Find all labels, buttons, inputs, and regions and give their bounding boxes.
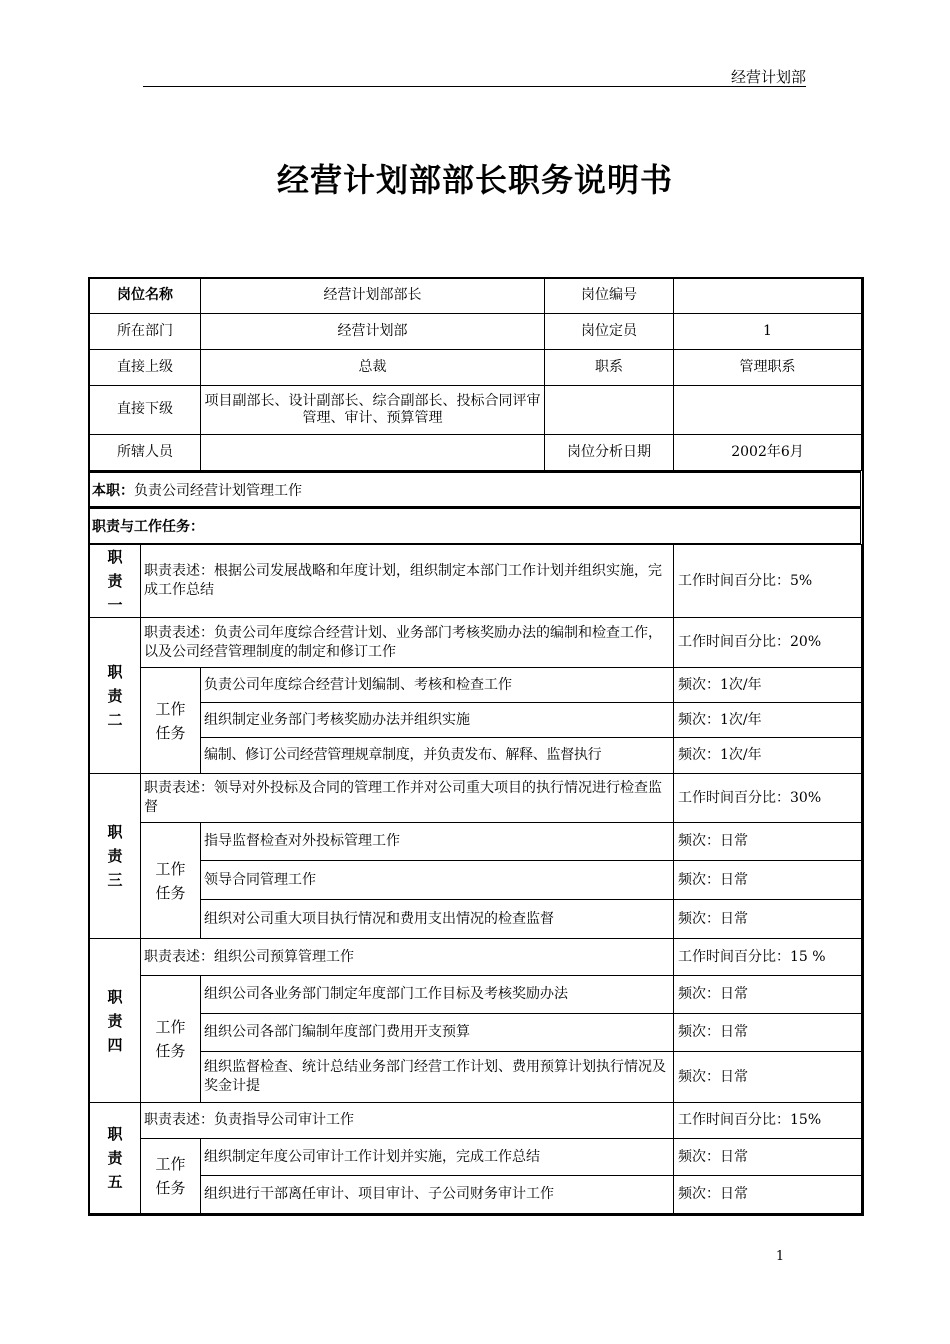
task-frequency: 频次：日常 (674, 1052, 862, 1103)
task-frequency: 频次：日常 (674, 1139, 862, 1176)
task-frequency: 频次：日常 (674, 1014, 862, 1052)
task-frequency: 频次：1次/年 (674, 668, 862, 703)
duty-row (90, 939, 862, 976)
duty-description: 职责表述：负责公司年度综合经营计划、业务部门考核奖励办法的编制和检查工作，以及公司经营管理制度的制定和修订工作 (141, 618, 674, 668)
duty-title: 职 责 一 (90, 545, 141, 618)
duty-title: 职 责 三 (90, 774, 141, 939)
analysis-date-label: 岗位分析日期 (545, 435, 674, 471)
task-row (90, 668, 862, 703)
task-row (90, 823, 862, 861)
task-row (90, 900, 862, 939)
duty-description: 职责表述：组织公司预算管理工作 (141, 939, 674, 976)
task-text: 组织进行干部离任审计、项目审计、子公司财务审计工作 (201, 1176, 674, 1214)
task-text: 组织公司各部门编制年度部门费用开支预算 (201, 1014, 674, 1052)
task-row (90, 1052, 862, 1103)
task-row (90, 738, 862, 774)
task-frequency: 频次：日常 (674, 1176, 862, 1214)
core-duty-label: 本职： (92, 482, 134, 499)
task-text: 指导监督检查对外投标管理工作 (201, 823, 674, 861)
analysis-date-value: 2002年6月 (674, 435, 862, 471)
staff-label: 所辖人员 (90, 435, 201, 471)
job-family-value: 管理职系 (674, 350, 862, 386)
task-text: 负责公司年度综合经营计划编制、考核和检查工作 (201, 668, 674, 703)
position-name-label: 岗位名称 (90, 279, 201, 314)
task-text: 编制、修订公司经营管理规章制度，并负责发布、解释、监督执行 (201, 738, 674, 774)
task-row (90, 976, 862, 1014)
task-row (90, 1176, 862, 1214)
task-text: 组织制定年度公司审计工作计划并实施，完成工作总结 (201, 1139, 674, 1176)
superior-value: 总裁 (201, 350, 545, 386)
duty-time-percent: 工作时间百分比：15% (674, 1103, 862, 1139)
duty-title: 职 责 五 (90, 1103, 141, 1214)
staff-value (201, 435, 545, 471)
task-label: 工作 任务 (141, 1139, 201, 1214)
task-row (90, 1014, 862, 1052)
superior-label: 直接上级 (90, 350, 201, 386)
info-table (89, 278, 862, 471)
duty-time-percent: 工作时间百分比：30% (674, 774, 862, 823)
department-value: 经营计划部 (201, 314, 545, 350)
position-no-value (674, 279, 862, 314)
core-duty-row (89, 471, 861, 507)
duty-title: 职 责 四 (90, 939, 141, 1103)
subordinates-blank-1 (545, 386, 674, 435)
header-department: 经营计划部 (730, 68, 806, 86)
task-frequency: 频次：日常 (674, 976, 862, 1014)
task-frequency: 频次：1次/年 (674, 703, 862, 738)
task-row (90, 703, 862, 738)
position-name-value: 经营计划部部长 (201, 279, 545, 314)
task-label: 工作 任务 (141, 823, 201, 939)
duty-description: 职责表述：负责指导公司审计工作 (141, 1103, 674, 1139)
headcount-value: 1 (674, 314, 862, 350)
subordinates-label: 直接下级 (90, 386, 201, 435)
duty-time-percent: 工作时间百分比：20% (674, 618, 862, 668)
header-rule (143, 86, 806, 87)
task-text: 组织对公司重大项目执行情况和费用支出情况的检查监督 (201, 900, 674, 939)
department-label: 所在部门 (90, 314, 201, 350)
task-row (90, 861, 862, 900)
duty-description: 职责表述：领导对外投标及合同的管理工作并对公司重大项目的执行情况进行检查监督 (141, 774, 674, 823)
core-duty-text: 负责公司经营计划管理工作 (134, 482, 302, 499)
duty-row (90, 545, 862, 618)
task-label: 工作 任务 (141, 976, 201, 1103)
task-row (90, 1139, 862, 1176)
duty-row (90, 1103, 862, 1139)
task-text: 组织公司各业务部门制定年度部门工作目标及考核奖励办法 (201, 976, 674, 1014)
task-frequency: 频次：日常 (674, 900, 862, 939)
subordinates-value: 项目副部长、设计副部长、综合副部长、投标合同评审管理、审计、预算管理 (201, 386, 545, 435)
duties-table (89, 544, 862, 1214)
duty-time-percent: 工作时间百分比：5% (674, 545, 862, 618)
task-label: 工作 任务 (141, 668, 201, 774)
task-frequency: 频次：日常 (674, 823, 862, 861)
duty-row (90, 774, 862, 823)
duty-time-percent: 工作时间百分比：15 % (674, 939, 862, 976)
document-title: 经营计划部部长职务说明书 (276, 161, 673, 199)
duties-heading-row (89, 507, 861, 544)
job-family-label: 职系 (545, 350, 674, 386)
task-text: 组织制定业务部门考核奖励办法并组织实施 (201, 703, 674, 738)
task-frequency: 频次：日常 (674, 861, 862, 900)
headcount-label: 岗位定员 (545, 314, 674, 350)
duties-heading: 职责与工作任务： (92, 519, 204, 535)
page-number: 1 (775, 1249, 785, 1264)
task-text: 组织监督检查、统计总结业务部门经营工作计划、费用预算计划执行情况及奖金计提 (201, 1052, 674, 1103)
subordinates-blank-2 (674, 386, 862, 435)
task-text: 领导合同管理工作 (201, 861, 674, 900)
duty-title: 职 责 二 (90, 618, 141, 774)
duty-row (90, 618, 862, 668)
task-frequency: 频次：1次/年 (674, 738, 862, 774)
duty-description: 职责表述：根据公司发展战略和年度计划，组织制定本部门工作计划并组织实施，完成工作总结 (141, 545, 674, 618)
position-no-label: 岗位编号 (545, 279, 674, 314)
